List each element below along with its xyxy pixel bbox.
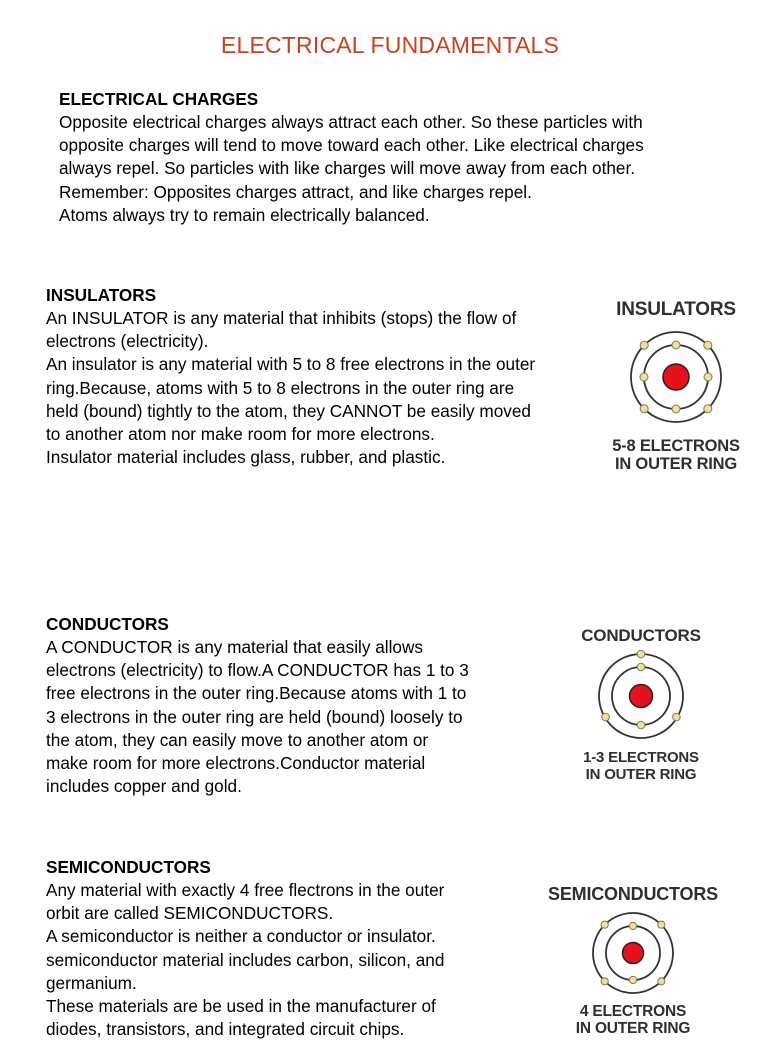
paragraph-line: electrons (electricity). xyxy=(46,331,209,352)
electron xyxy=(637,650,645,658)
section-heading: SEMICONDUCTORS xyxy=(46,857,211,877)
paragraph-line: diodes, transistors, and integrated circuit chips. xyxy=(46,1019,405,1040)
electron xyxy=(637,721,645,729)
figure-title: CONDUCTORS xyxy=(581,626,701,645)
figure-caption: 4 ELECTRONS IN OUTER RING xyxy=(575,1003,691,1037)
paragraph-line: the atom, they can easily move to another atom or xyxy=(46,729,429,750)
section-heading: CONDUCTORS xyxy=(46,614,169,634)
paragraph-line: An insulator is any material with 5 to 8 free electrons in the outer xyxy=(46,354,536,375)
electron xyxy=(640,341,648,349)
electron xyxy=(658,978,665,985)
electron xyxy=(629,976,636,983)
figure-caption: 5-8 ELECTRONS IN OUTER RING xyxy=(612,437,740,473)
paragraph-line: An INSULATOR is any material that inhibits (stops) the flow of xyxy=(46,308,517,328)
electron xyxy=(672,341,680,349)
section-heading: INSULATORS xyxy=(46,285,157,305)
paragraph-line: orbit are called SEMICONDUCTORS. xyxy=(46,903,334,924)
paragraph-line: held (bound) tightly to the atom, they CANNOT be easily moved xyxy=(46,400,531,421)
conductor-atom-figure xyxy=(562,626,720,783)
paragraph-line: ring.Because, atoms with 5 to 8 electrons in the outer ring are xyxy=(46,377,515,398)
electron xyxy=(704,405,712,413)
figure-caption: 1-3 ELECTRONS IN OUTER RING xyxy=(583,749,699,783)
paragraph-line: Remember: Opposites charges attract, and like charges repel. xyxy=(59,181,532,202)
paragraph-line: Opposite electrical charges always attract each other. So these particles with xyxy=(59,112,643,132)
section-electrical-charges xyxy=(59,88,759,227)
semiconductor-atom-diagram xyxy=(585,905,681,1001)
electron xyxy=(629,922,636,929)
insulator-atom-diagram xyxy=(621,321,731,433)
electron xyxy=(640,373,648,381)
figure-title: SEMICONDUCTORS xyxy=(548,884,718,904)
section-insulators xyxy=(46,284,606,469)
paragraph-line: Atoms always try to remain electrically balanced. xyxy=(59,204,430,225)
section-conductors xyxy=(46,613,566,798)
insulator-atom-figure xyxy=(596,299,756,473)
paragraph-line: These materials are be used in the manufacturer of xyxy=(46,996,436,1017)
paragraph-line: 3 electrons in the outer ring are held (bound) loosely to xyxy=(46,706,463,727)
paragraph-line: opposite charges will tend to move toward each other. Like electrical charges xyxy=(59,135,644,156)
electron xyxy=(673,713,681,721)
nucleus xyxy=(630,685,653,708)
paragraph-line: to another atom nor make room for more electrons. xyxy=(46,424,435,445)
semiconductor-atom-figure xyxy=(538,884,728,1037)
electron xyxy=(602,713,610,721)
electron xyxy=(601,978,608,985)
paragraph-line: make room for more electrons.Conductor material xyxy=(46,753,426,774)
paragraph-line: includes copper and gold. xyxy=(46,776,242,797)
paragraph-line: germanium. xyxy=(46,972,137,993)
nucleus xyxy=(623,943,644,964)
paragraph-line: A semiconductor is neither a conductor or insulator. xyxy=(46,926,436,947)
page-title: ELECTRICAL FUNDAMENTALS xyxy=(220,32,560,58)
electron xyxy=(640,405,648,413)
paragraph-line: always repel. So particles with like charges will move away from each other. xyxy=(59,158,636,179)
electron xyxy=(637,663,645,671)
paragraph-line: Insulator material includes glass, rubber, and plastic. xyxy=(46,447,446,468)
section-semiconductors xyxy=(46,856,546,1041)
electron xyxy=(704,373,712,381)
figure-title: INSULATORS xyxy=(616,299,736,320)
conductor-atom-diagram xyxy=(591,646,691,746)
paragraph-line: semiconductor material includes carbon, silicon, and xyxy=(46,949,445,970)
paragraph-line: electrons (electricity) to flow.A CONDUCTOR has 1 to 3 xyxy=(46,660,469,681)
electron xyxy=(672,405,680,413)
paragraph-line: A CONDUCTOR is any material that easily allows xyxy=(46,637,423,657)
section-heading: ELECTRICAL CHARGES xyxy=(59,89,259,109)
electron xyxy=(704,341,712,349)
paragraph-line: Any material with exactly 4 free flectrons in the outer xyxy=(46,880,445,900)
nucleus xyxy=(663,364,689,390)
electron xyxy=(658,921,665,928)
paragraph-line: free electrons in the outer ring.Because atoms with 1 to xyxy=(46,683,467,704)
electron xyxy=(601,921,608,928)
